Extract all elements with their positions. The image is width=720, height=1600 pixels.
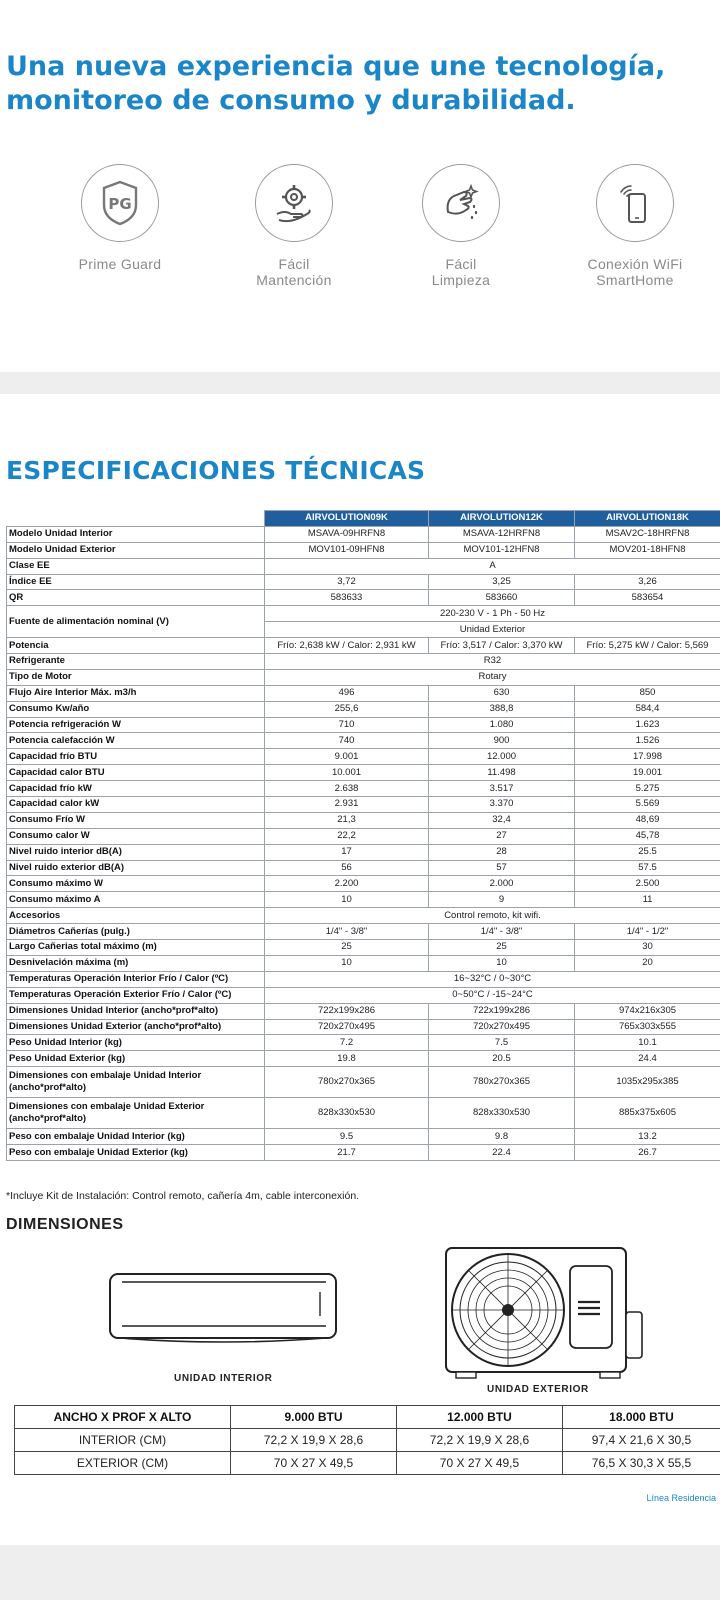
table-row [7, 987, 720, 1003]
spec-cell: 10 [429, 955, 575, 971]
spec-cell: 630 [429, 685, 575, 701]
spec-cell: 1.526 [575, 733, 720, 749]
table-row [7, 924, 720, 940]
dimensions-row-label: INTERIOR (CM) [15, 1429, 231, 1452]
spec-row-label: Capacidad calor BTU [7, 765, 265, 781]
hero-title: Una nueva experiencia que une tecnología, monitoreo de consumo y durabilidad. [6, 51, 666, 116]
spec-cell: 850 [575, 685, 720, 701]
table-row [7, 1145, 720, 1161]
table-row [7, 590, 720, 606]
spec-cell: 3.370 [429, 797, 575, 813]
model-header: AIRVOLUTION09K [265, 511, 429, 527]
spec-merged-cell: Rotary [265, 669, 720, 685]
spec-cell: 56 [265, 860, 429, 876]
spec-row-label: Potencia [7, 638, 265, 654]
spec-cell: 900 [429, 733, 575, 749]
specs-table [6, 510, 720, 1161]
spec-row-label: Capacidad frío kW [7, 781, 265, 797]
table-row [7, 1035, 720, 1051]
spec-merged-cell: 16~32°C / 0~30°C [265, 971, 720, 987]
spec-cell: 5.569 [575, 797, 720, 813]
feature-label-line2: Limpieza [431, 272, 491, 288]
spec-cell: 25.5 [575, 844, 720, 860]
spec-cell: 19.8 [265, 1051, 429, 1067]
table-row [7, 876, 720, 892]
feature-label-line2: SmartHome [596, 272, 674, 288]
spec-cell: 388,8 [429, 701, 575, 717]
spec-cell: MOV201-18HFN8 [575, 542, 720, 558]
spec-cell: 45,78 [575, 828, 720, 844]
table-row [7, 669, 720, 685]
outdoor-unit-drawing [440, 1244, 648, 1384]
spec-row-label: Accesorios [7, 908, 265, 924]
spec-row-label: Peso con embalaje Unidad Interior (kg) [7, 1129, 265, 1145]
table-row [7, 1129, 720, 1145]
dimensions-cell: 97,4 X 21,6 X 30,5 [563, 1429, 720, 1452]
table-row [7, 844, 720, 860]
spec-cell: 11 [575, 892, 720, 908]
spec-cell: 765x303x555 [575, 1019, 720, 1035]
spec-cell: MSAVA-12HRFN8 [429, 526, 575, 542]
spec-cell: MOV101-09HFN8 [265, 542, 429, 558]
spec-cell: MSAV2C-18HRFN8 [575, 526, 720, 542]
spec-row-label: Consumo Frío W [7, 812, 265, 828]
spec-row-label: Capacidad frío BTU [7, 749, 265, 765]
spec-merged-cell: A [265, 558, 720, 574]
table-row [7, 828, 720, 844]
spec-cell: 3,25 [429, 574, 575, 590]
spec-row-label: Peso Unidad Interior (kg) [7, 1035, 265, 1051]
table-row [7, 749, 720, 765]
dimensions-cell: 70 X 27 X 49,5 [397, 1452, 563, 1475]
table-row [7, 654, 720, 670]
spec-cell: Frío: 2,638 kW / Calor: 2,931 kW [265, 638, 429, 654]
spec-cell: 2.000 [429, 876, 575, 892]
spec-cell: MSAVA-09HRFN8 [265, 526, 429, 542]
table-row [7, 765, 720, 781]
spec-cell: 583654 [575, 590, 720, 606]
spec-cell: 20 [575, 955, 720, 971]
spec-cell: 9 [429, 892, 575, 908]
spec-cell: 3,26 [575, 574, 720, 590]
spec-cell: 7.5 [429, 1035, 575, 1051]
spec-cell: 255,6 [265, 701, 429, 717]
table-row [7, 971, 720, 987]
specs-title: ESPECIFICACIONES TÉCNICAS [6, 456, 426, 485]
spec-cell: 57 [429, 860, 575, 876]
spec-cell: 3.517 [429, 781, 575, 797]
spec-cell: 828x330x530 [265, 1098, 429, 1129]
table-row [7, 1067, 720, 1098]
spec-row-label: Refrigerante [7, 654, 265, 670]
spec-cell: 17 [265, 844, 429, 860]
dimensions-header: 12.000 BTU [397, 1406, 563, 1429]
smartphone-wifi-icon [596, 164, 674, 242]
spec-cell: 10 [265, 892, 429, 908]
table-row [7, 781, 720, 797]
spec-row-label: Dimensiones con embalaje Unidad Exterior (ancho*prof*alto) [7, 1098, 265, 1129]
table-row [7, 638, 720, 654]
spec-row-label: Consumo calor W [7, 828, 265, 844]
feature-wifi [550, 160, 720, 288]
spec-cell: 27 [429, 828, 575, 844]
spec-cell: 11.498 [429, 765, 575, 781]
spec-row-label: Dimensiones Unidad Interior (ancho*prof*alto) [7, 1003, 265, 1019]
spec-cell: 21.7 [265, 1145, 429, 1161]
table-row [7, 1003, 720, 1019]
spec-cell: Frío: 5,275 kW / Calor: 5,569 [575, 638, 720, 654]
maintenance-gear-hand-icon [255, 164, 333, 242]
spec-cell: 828x330x530 [429, 1098, 575, 1129]
spec-cell: Frío: 3,517 / Calor: 3,370 kW [429, 638, 575, 654]
spec-cell: 10 [265, 955, 429, 971]
dimensions-cell: 76,5 X 30,3 X 55,5 [563, 1452, 720, 1475]
spec-cell: 583660 [429, 590, 575, 606]
indoor-unit-drawing [108, 1272, 340, 1362]
dimensions-header-row [15, 1406, 720, 1429]
spec-cell: 17.998 [575, 749, 720, 765]
spec-cell: 2.931 [265, 797, 429, 813]
specs-header-blank [7, 511, 265, 527]
spec-cell: 9.001 [265, 749, 429, 765]
feature-prime-guard [35, 160, 205, 272]
spec-cell: 1035x295x385 [575, 1067, 720, 1098]
spec-row-label: Fuente de alimentación nominal (V) [7, 606, 265, 638]
spec-row-label: QR [7, 590, 265, 606]
table-row [7, 892, 720, 908]
dimensions-cell: 72,2 X 19,9 X 28,6 [397, 1429, 563, 1452]
spec-cell: 1/4" - 3/8" [265, 924, 429, 940]
spec-cell: 1.623 [575, 717, 720, 733]
table-row [7, 701, 720, 717]
feature-label-line1: Fácil [445, 256, 477, 272]
spec-cell: 28 [429, 844, 575, 860]
feature-label-line1: Prime Guard [78, 256, 162, 272]
cleaning-hand-sparkle-icon [422, 164, 500, 242]
spec-cell: 25 [429, 940, 575, 956]
spec-cell: 10.1 [575, 1035, 720, 1051]
brand-note: Línea Residencia [646, 1493, 716, 1503]
spec-row-label: Desnivelación máxima (m) [7, 955, 265, 971]
spec-merged-cell: R32 [265, 654, 720, 670]
spec-cell: 57.5 [575, 860, 720, 876]
specs-header-row [7, 511, 720, 527]
spec-row-label: Consumo Kw/año [7, 701, 265, 717]
spec-row-label: Modelo Unidad Interior [7, 526, 265, 542]
feature-label-line2: Mantención [256, 272, 332, 288]
table-row [7, 606, 720, 622]
spec-cell: 722x199x286 [265, 1003, 429, 1019]
spec-row-label: Nivel ruido interior dB(A) [7, 844, 265, 860]
model-header: AIRVOLUTION12K [429, 511, 575, 527]
spec-cell: 780x270x365 [265, 1067, 429, 1098]
spec-row-label: Peso con embalaje Unidad Exterior (kg) [7, 1145, 265, 1161]
spec-row-label: Diámetros Cañerías (pulg.) [7, 924, 265, 940]
spec-row-label: Tipo de Motor [7, 669, 265, 685]
spec-cell: 22,2 [265, 828, 429, 844]
spec-cell: 10.001 [265, 765, 429, 781]
dimensions-row-label: EXTERIOR (CM) [15, 1452, 231, 1475]
spec-row-label: Dimensiones con embalaje Unidad Interior (ancho*prof*alto) [7, 1067, 265, 1098]
bottom-divider [0, 1545, 720, 1600]
spec-merged-cell: 220-230 V - 1 Ph - 50 Hz [265, 606, 720, 622]
spec-cell: 720x270x495 [265, 1019, 429, 1035]
outdoor-unit-label: UNIDAD EXTERIOR [487, 1384, 589, 1395]
spec-cell: 20.5 [429, 1051, 575, 1067]
indoor-unit-label: UNIDAD INTERIOR [174, 1373, 273, 1384]
spec-cell: 19.001 [575, 765, 720, 781]
table-row [7, 685, 720, 701]
table-row [7, 1019, 720, 1035]
spec-row-label: Nivel ruido exterior dB(A) [7, 860, 265, 876]
dimensions-title: DIMENSIONES [6, 1216, 124, 1233]
svg-text:PG: PG [108, 195, 132, 213]
table-row [7, 812, 720, 828]
spec-cell: 7.2 [265, 1035, 429, 1051]
dimensions-cell: 70 X 27 X 49,5 [231, 1452, 397, 1475]
table-row [7, 1098, 720, 1129]
feature-cleaning [376, 160, 546, 288]
section-divider [0, 372, 720, 394]
spec-cell: 30 [575, 940, 720, 956]
table-row [7, 955, 720, 971]
spec-row-label: Consumo máximo W [7, 876, 265, 892]
spec-cell: 584,4 [575, 701, 720, 717]
spec-cell: MOV101-12HFN8 [429, 542, 575, 558]
table-row [7, 526, 720, 542]
spec-cell: 720x270x495 [429, 1019, 575, 1035]
spec-row-label: Clase EE [7, 558, 265, 574]
spec-cell: 21,3 [265, 812, 429, 828]
feature-label-line1: Conexión WiFi [587, 256, 683, 272]
hero-section [0, 0, 720, 372]
feature-maintenance [209, 160, 379, 288]
table-row [15, 1452, 720, 1475]
spec-cell: 740 [265, 733, 429, 749]
dimensions-header: 9.000 BTU [231, 1406, 397, 1429]
spec-cell: 1/4" - 3/8" [429, 924, 575, 940]
feature-label-line1: Fácil [278, 256, 310, 272]
spec-row-label: Capacidad calor kW [7, 797, 265, 813]
spec-row-label: Largo Cañerias total máximo (m) [7, 940, 265, 956]
spec-cell: 26.7 [575, 1145, 720, 1161]
spec-cell: 583633 [265, 590, 429, 606]
spec-cell: 25 [265, 940, 429, 956]
spec-cell: 24.4 [575, 1051, 720, 1067]
table-row [7, 908, 720, 924]
spec-cell: 5.275 [575, 781, 720, 797]
table-row [15, 1429, 720, 1452]
dimensions-header: 18.000 BTU [563, 1406, 720, 1429]
table-row [7, 860, 720, 876]
spec-row-label: Modelo Unidad Exterior [7, 542, 265, 558]
dimensions-cell: 72,2 X 19,9 X 28,6 [231, 1429, 397, 1452]
table-row [7, 797, 720, 813]
spec-cell: 2.500 [575, 876, 720, 892]
spec-merged-cell: 0~50°C / -15~24°C [265, 987, 720, 1003]
spec-row-label: Potencia calefacción W [7, 733, 265, 749]
spec-merged-cell: Control remoto, kit wifi. [265, 908, 720, 924]
spec-cell: 3,72 [265, 574, 429, 590]
spec-cell: 722x199x286 [429, 1003, 575, 1019]
spec-cell: 2.638 [265, 781, 429, 797]
spec-cell: 9.5 [265, 1129, 429, 1145]
table-row [7, 1051, 720, 1067]
table-row [7, 940, 720, 956]
table-row [7, 542, 720, 558]
spec-row-label: Flujo Aire Interior Máx. m3/h [7, 685, 265, 701]
spec-cell: 780x270x365 [429, 1067, 575, 1098]
spec-cell: 974x216x305 [575, 1003, 720, 1019]
table-row [7, 733, 720, 749]
table-row [7, 574, 720, 590]
spec-cell: 496 [265, 685, 429, 701]
spec-row-label: Temperaturas Operación Exterior Frío / Calor (ºC) [7, 987, 265, 1003]
footnote: *Incluye Kit de Instalación: Control remoto, cañería 4m, cable interconexión. [6, 1190, 360, 1202]
spec-cell: 885x375x605 [575, 1098, 720, 1129]
spec-cell: 13.2 [575, 1129, 720, 1145]
spec-cell: 12.000 [429, 749, 575, 765]
spec-merged-cell: Unidad Exterior [265, 622, 720, 638]
spec-cell: 22.4 [429, 1145, 575, 1161]
model-header: AIRVOLUTION18K [575, 511, 720, 527]
spec-cell: 1/4" - 1/2" [575, 924, 720, 940]
dimensions-table [14, 1405, 720, 1475]
spec-row-label: Consumo máximo A [7, 892, 265, 908]
spec-cell: 1.080 [429, 717, 575, 733]
prime-guard-shield-icon [81, 164, 159, 242]
spec-row-label: Temperaturas Operación Interior Frío / Calor (ºC) [7, 971, 265, 987]
dimensions-header: ANCHO X PROF X ALTO [15, 1406, 231, 1429]
spec-cell: 32,4 [429, 812, 575, 828]
specs-body [7, 526, 720, 1160]
spec-row-label: Peso Unidad Exterior (kg) [7, 1051, 265, 1067]
spec-cell: 2.200 [265, 876, 429, 892]
spec-cell: 9.8 [429, 1129, 575, 1145]
spec-cell: 710 [265, 717, 429, 733]
spec-row-label: Potencia refrigeración W [7, 717, 265, 733]
spec-row-label: Dimensiones Unidad Exterior (ancho*prof*alto) [7, 1019, 265, 1035]
table-row [7, 717, 720, 733]
spec-cell: 48,69 [575, 812, 720, 828]
table-row [7, 558, 720, 574]
spec-row-label: Índice EE [7, 574, 265, 590]
